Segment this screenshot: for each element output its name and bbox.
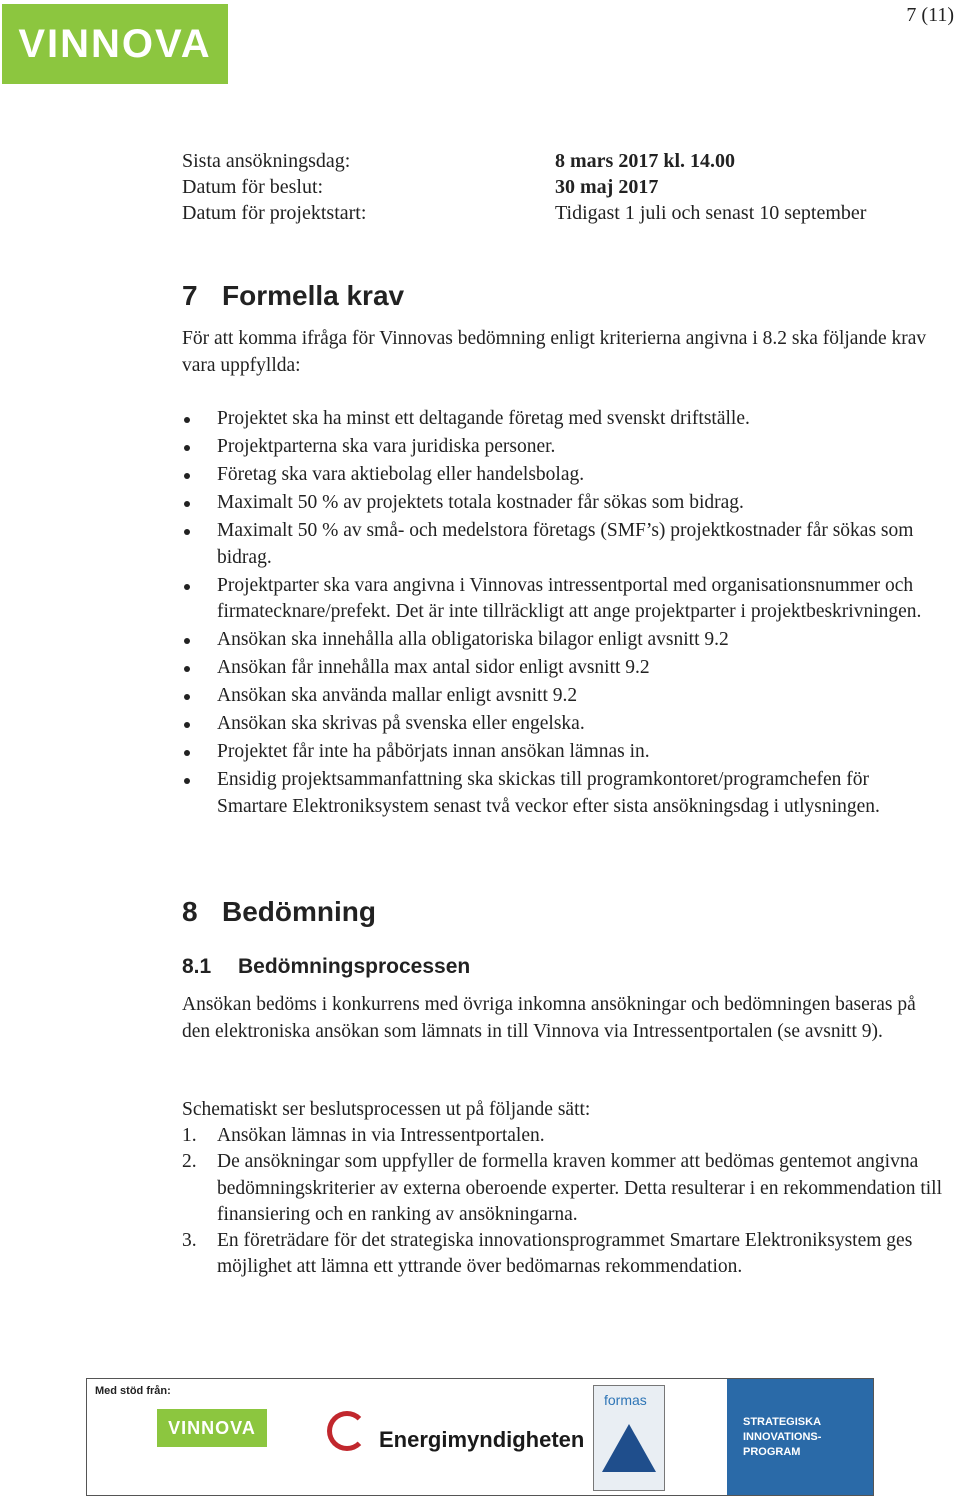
- subsection-number: 8.1: [182, 955, 212, 978]
- list-item: Projektparterna ska vara juridiska personer.: [182, 434, 942, 461]
- sip-line: STRATEGISKA: [743, 1416, 822, 1428]
- list-item: Maximalt 50 % av projektets totala kostnader får sökas som bidrag.: [182, 490, 942, 517]
- formas-label: formas: [604, 1392, 647, 1408]
- list-item: Ansökan ska skrivas på svenska eller engelska.: [182, 711, 942, 738]
- section-8-heading: [182, 896, 376, 928]
- process-intro: Schematiskt ser beslutsprocessen ut på följande sätt:: [182, 1099, 591, 1120]
- formas-mark-icon: [602, 1424, 656, 1472]
- date-value-start: Tidigast 1 juli och senast 10 september: [555, 202, 867, 224]
- list-item: Projektet får inte ha påbörjats innan ansökan lämnas in.: [182, 739, 942, 766]
- list-item: [182, 1123, 942, 1149]
- date-label-decision: Datum för beslut:: [182, 176, 324, 198]
- section-title: Formella krav: [222, 280, 405, 311]
- list-item: Ensidig projektsammanfattning ska skickas till programkontoret/programchefen för Smartare Elektroniksystem senast två veckor efter sista ansökningsdag i utlysningen.: [182, 767, 942, 820]
- assessment-paragraph: Ansökan bedöms i konkurrens med övriga inkomna ansökningar och bedömningen baseras på den elektroniska ansökan som lämnats in till Vinnova via Intressentportalen (se avsnitt 9).: [182, 994, 916, 1042]
- date-label-start: Datum för projektstart:: [182, 202, 367, 224]
- list-item: [182, 1149, 942, 1228]
- step-number: 1.: [182, 1125, 197, 1146]
- list-item: Företag ska vara aktiebolag eller handelsbolag.: [182, 462, 942, 489]
- list-item: Maximalt 50 % av små- och medelstora företags (SMF’s) projektkostnader får sökas som bidrag.: [182, 518, 942, 571]
- list-item: Projektparter ska vara angivna i Vinnovas intressentportal med organisationsnummer och firmatecknare/prefekt. Det är inte tillräckligt att ange projektparter i projektbeskrivningen.: [182, 573, 942, 626]
- list-item: Ansökan ska innehålla alla obligatoriska bilagor enligt avsnitt 9.2: [182, 627, 942, 654]
- date-value-deadline: 8 mars 2017 kl. 14.00: [555, 150, 735, 172]
- section-title: Bedömning: [222, 896, 376, 927]
- sponsor-banner: [86, 1378, 874, 1496]
- list-item: [182, 1228, 942, 1281]
- section-7-intro: För att komma ifråga för Vinnovas bedömning enligt kriterierna angivna i 8.2 ska följande krav vara uppfyllda:: [182, 328, 927, 376]
- section-number: 7: [182, 280, 198, 311]
- date-label-deadline: Sista ansökningsdag:: [182, 150, 351, 172]
- section-7-heading: [182, 280, 404, 312]
- sip-line: INNOVATIONS-: [743, 1431, 822, 1443]
- page-number: 7 (11): [906, 4, 954, 26]
- date-value-decision: 30 maj 2017: [555, 176, 659, 198]
- support-label: Med stöd från:: [95, 1385, 171, 1397]
- list-item: Ansökan ska använda mallar enligt avsnitt 9.2: [182, 683, 942, 710]
- vinnova-footer-logo: VINNOVA: [157, 1409, 267, 1447]
- step-text: En företrädare för det strategiska innovationsprogrammet Smartare Elektroniksystem ges möjlighet att lämna ett yttrande över bedömarnas rekommendation.: [217, 1230, 913, 1278]
- subsection-title: Bedömningsprocessen: [238, 955, 471, 978]
- step-text: Ansökan lämnas in via Intressentportalen.: [217, 1125, 545, 1146]
- vinnova-logo: VINNOVA: [2, 4, 228, 84]
- formas-logo: [593, 1385, 665, 1491]
- sip-logo: [727, 1379, 873, 1495]
- list-item: Ansökan får innehålla max antal sidor enligt avsnitt 9.2: [182, 655, 942, 682]
- subsection-8-1-heading: [182, 955, 470, 979]
- process-steps: [182, 1123, 942, 1281]
- step-text: De ansökningar som uppfyller de formella kraven kommer att bedömas gentemot angivna bedömningskriterier av externa oberoende experter. Detta resulterar i en rekommendation till finansiering och en ranking av ansökningarna.: [217, 1151, 943, 1225]
- step-number: 2.: [182, 1151, 197, 1173]
- sip-line: PROGRAM: [743, 1446, 801, 1458]
- energimyndigheten-logo-icon: [327, 1411, 367, 1451]
- energimyndigheten-logo: Energimyndigheten: [379, 1427, 585, 1452]
- requirements-list: [182, 406, 942, 822]
- section-number: 8: [182, 896, 198, 927]
- list-item: Projektet ska ha minst ett deltagande företag med svenskt driftställe.: [182, 406, 942, 433]
- step-number: 3.: [182, 1230, 197, 1252]
